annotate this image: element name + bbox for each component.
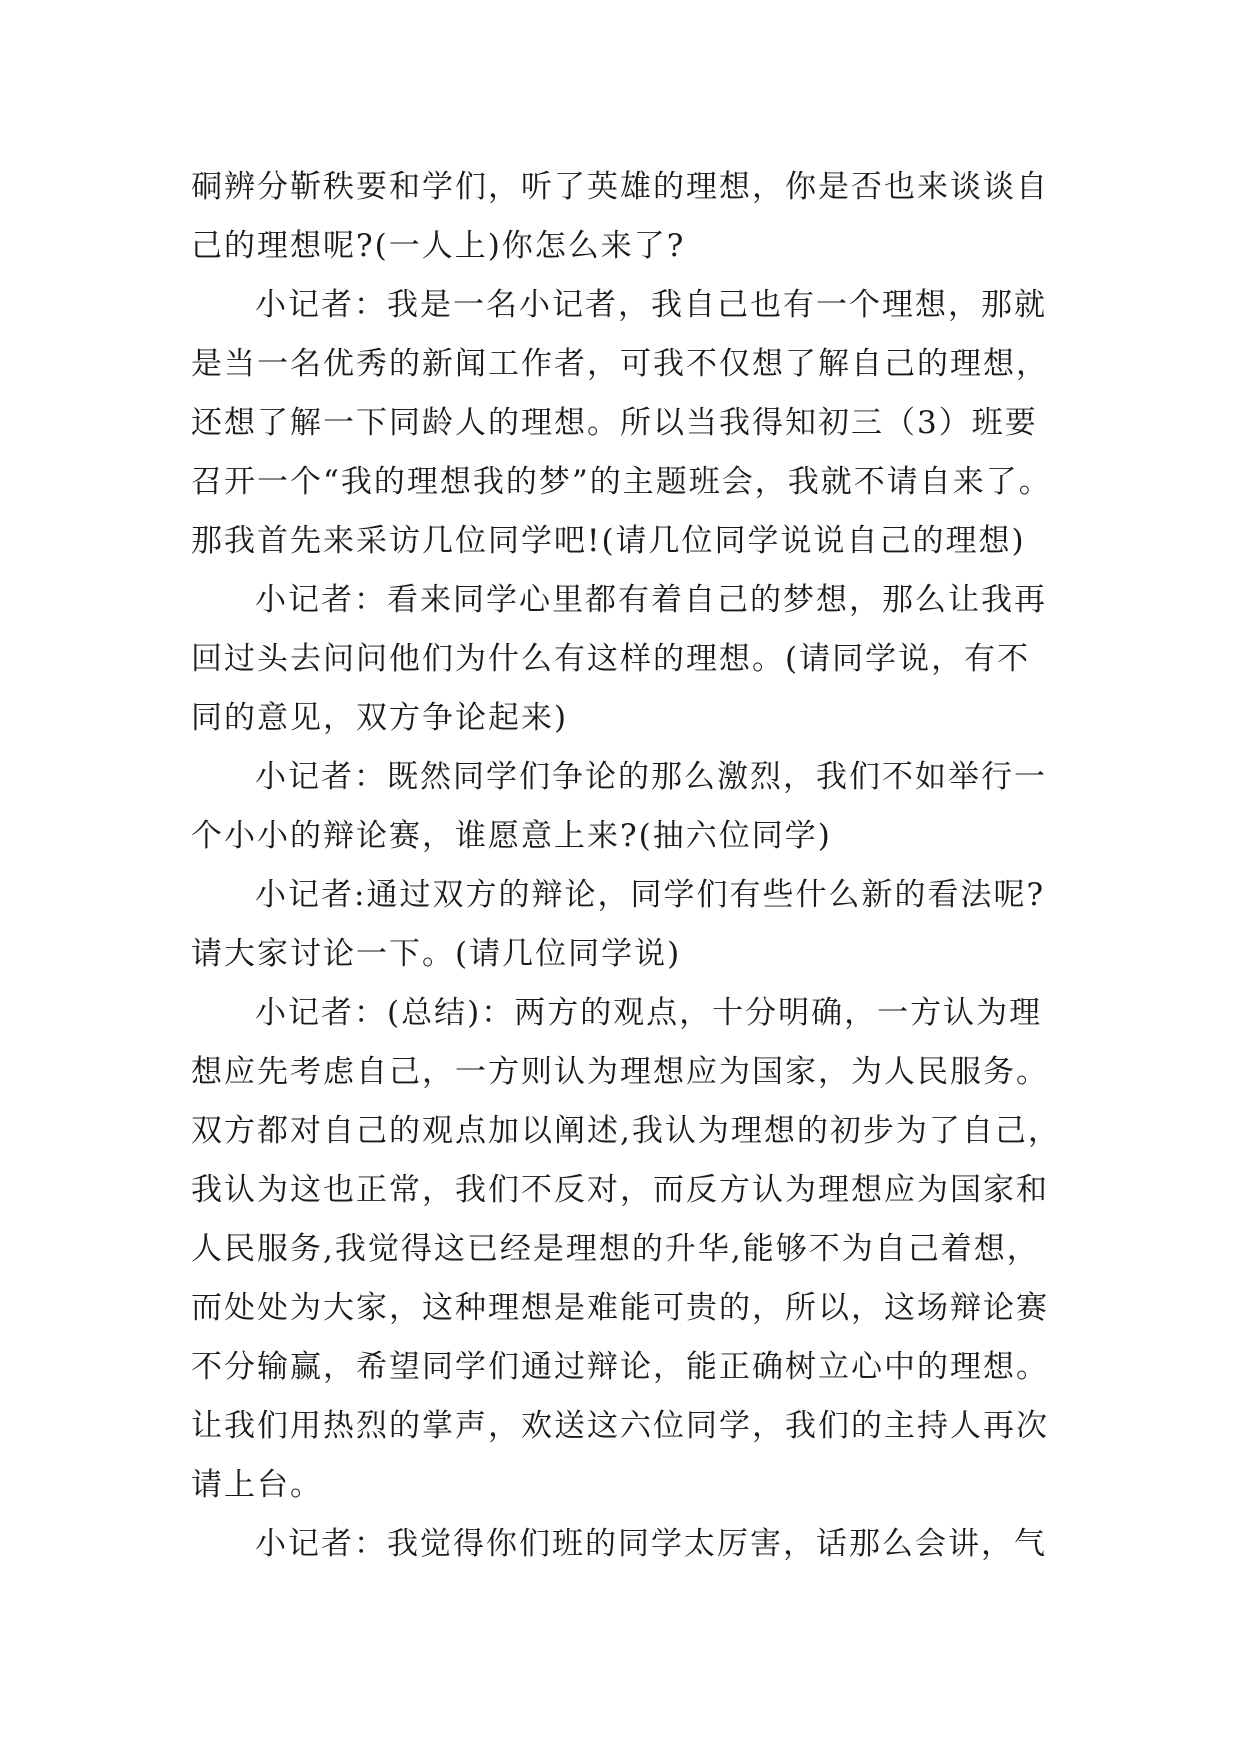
text-line: 还想了解一下同龄人的理想。所以当我得知初三（3）班要	[191, 405, 1038, 441]
text-line: 请上台。	[191, 1467, 323, 1503]
paragraph-5	[191, 866, 1061, 984]
text-line: 小记者:通过双方的辩论，同学们有些什么新的看法呢?	[255, 877, 1046, 913]
text-line: 想应先考虑自己，一方则认为理想应为国家，为人民服务。	[191, 1054, 1049, 1090]
text-line: 召开一个“我的理想我的梦”的主题班会，我就不请自来了。	[191, 464, 1052, 500]
text-line: 是当一名优秀的新闻工作者，可我不仅想了解自己的理想，	[191, 346, 1049, 382]
paragraph-3	[191, 571, 1061, 748]
text-line: 那我首先来采访几位同学吧!(请几位同学说说自己的理想)	[191, 523, 1026, 559]
text-line: 让我们用热烈的掌声，欢送这六位同学，我们的主持人再次	[191, 1408, 1049, 1444]
text-line: 己的理想呢?(一人上)你怎么来了?	[191, 228, 686, 264]
text-line: 人民服务,我觉得这已经是理想的升华,能够不为自己着想，	[191, 1231, 1040, 1267]
paragraph-4	[191, 748, 1061, 866]
paragraph-2	[191, 276, 1061, 571]
text-line: 个小小的辩论赛，谁愿意上来?(抽六位同学)	[191, 818, 832, 854]
paragraph-1	[191, 158, 1061, 276]
text-line: 我认为这也正常，我们不反对，而反方认为理想应为国家和	[191, 1172, 1049, 1208]
text-line: 小记者：我觉得你们班的同学太厉害，话那么会讲，气	[255, 1526, 1047, 1562]
document-body	[191, 158, 1061, 1574]
text-line: 小记者：(总结)：两方的观点，十分明确，一方认为理	[255, 995, 1043, 1031]
text-line: 小记者：我是一名小记者，我自己也有一个理想，那就	[255, 287, 1047, 323]
text-line: 不分输赢，希望同学们通过辩论，能正确树立心中的理想。	[191, 1349, 1049, 1385]
text-line: 硐辨分靳秩要和学们，听了英雄的理想，你是否也来谈谈自	[191, 169, 1049, 205]
text-line: 回过头去问问他们为什么有这样的理想。(请同学说，有不	[191, 641, 1031, 677]
paragraph-6	[191, 984, 1061, 1515]
text-line: 而处处为大家，这种理想是难能可贵的，所以，这场辩论赛	[191, 1290, 1049, 1326]
text-line: 小记者：既然同学们争论的那么激烈，我们不如举行一	[255, 759, 1047, 795]
text-line: 双方都对自己的观点加以阐述,我认为理想的初步为了自己，	[191, 1113, 1061, 1149]
text-line: 请大家讨论一下。(请几位同学说)	[191, 936, 682, 972]
text-line: 同的意见，双方争论起来)	[191, 700, 569, 736]
paragraph-7	[191, 1515, 1061, 1574]
text-line: 小记者：看来同学心里都有着自己的梦想，那么让我再	[255, 582, 1047, 618]
